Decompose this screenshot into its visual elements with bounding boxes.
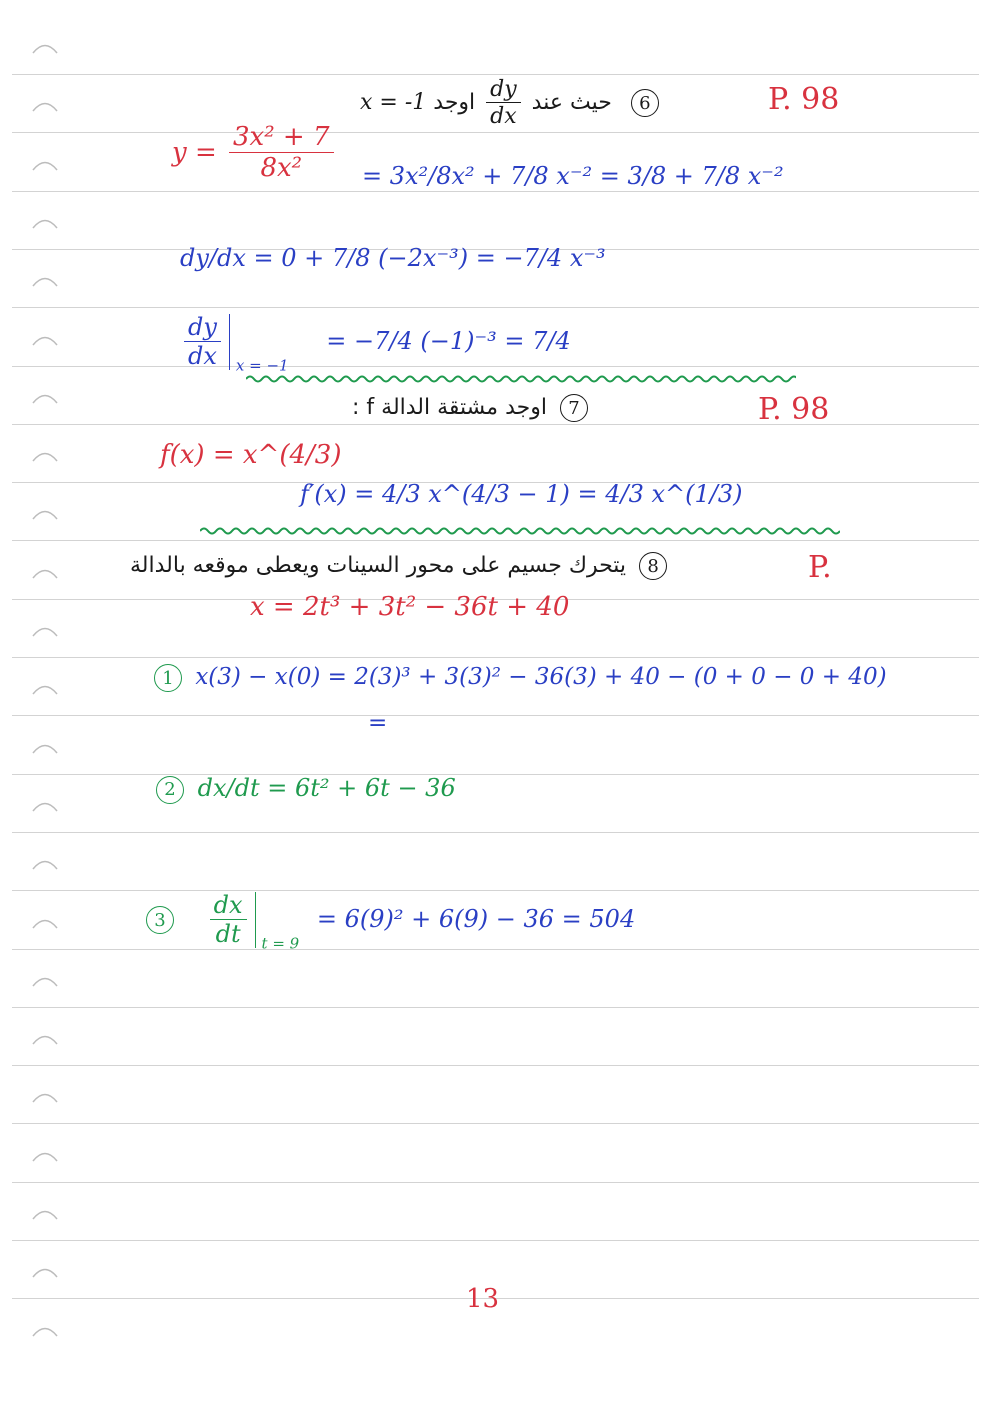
q7-arabic-text: اوجد مشتقة الدالة f :	[352, 395, 547, 420]
q8-part1-circle: 1	[154, 664, 182, 692]
q8-part3-bar	[255, 892, 256, 948]
page-number: 13	[466, 1284, 500, 1314]
binder-hole	[30, 1148, 60, 1162]
ruled-line	[12, 1240, 979, 1241]
q6-condition: x = -1	[360, 90, 427, 116]
binder-hole	[30, 1264, 60, 1278]
ruled-line	[12, 1007, 979, 1008]
ruled-line	[12, 1065, 979, 1066]
binder-hole	[30, 1206, 60, 1220]
binder-hole	[30, 856, 60, 870]
q7-function: f(x) = x^(4/3)	[160, 440, 342, 470]
q6-page-ref: P. 98	[768, 82, 840, 117]
binder-hole	[30, 506, 60, 520]
divider-wave-2	[200, 524, 840, 538]
ruled-line	[12, 540, 979, 541]
ruled-line	[12, 890, 979, 891]
q8-page-ref: P.	[808, 550, 832, 585]
q6-heading	[360, 78, 665, 128]
q8-part2	[150, 774, 456, 804]
q6-arabic-find: اوجد	[433, 90, 476, 116]
q8-part1-text: x(3) − x(0) = 2(3)³ + 3(3)² − 36(3) + 40 − (0 + 0 − 0 + 40)	[195, 664, 887, 690]
q7-heading	[352, 394, 594, 422]
q6-number-circle: 6	[631, 89, 659, 117]
q7-derivative: f′(x) = 4/3 x^(4/3 − 1) = 4/3 x^(1/3)	[300, 480, 743, 508]
binder-hole	[30, 273, 60, 287]
q6-function-fraction: $\frac{\text{3x² + 7}}{\text{8x²}}$	[229, 124, 333, 183]
ruled-line	[12, 424, 979, 425]
ruled-line	[12, 1182, 979, 1183]
q7-page-ref: P. 98	[758, 392, 830, 427]
binder-hole	[30, 215, 60, 229]
q8-number-circle: 8	[639, 552, 667, 580]
ruled-line	[12, 191, 979, 192]
q6-arabic-at: عند	[531, 90, 563, 116]
binder-hole	[30, 915, 60, 929]
q6-evaluate-step	[180, 314, 571, 375]
q8-part1	[148, 664, 887, 692]
q8-part3-subscript: t = 9	[261, 934, 300, 953]
q6-derivative-step: dy/dx = 0 + 7/8 (−2x⁻³) = −7/4 x⁻³	[180, 244, 606, 272]
binder-hole	[30, 98, 60, 112]
binder-hole	[30, 798, 60, 812]
ruled-line	[12, 74, 979, 75]
q6-eval-subscript: x = −1	[235, 356, 289, 375]
q8-part2-circle: 2	[156, 776, 184, 804]
q6-eval-result: = −7/4 (−1)⁻³ = 7/4	[326, 326, 571, 355]
q8-part2-text: dx/dt = 6t² + 6t − 36	[197, 774, 456, 802]
q8-part3-circle: 3	[146, 906, 174, 934]
q6-function: y = $\frac{\text{3x² + 7}}{\text{8x²}}$	[172, 124, 338, 183]
binder-hole	[30, 565, 60, 579]
binder-hole	[30, 681, 60, 695]
binder-hole	[30, 1323, 60, 1337]
q6-split-step: = 3x²/8x² + 7/8 x⁻² = 3/8 + 7/8 x⁻²	[362, 162, 784, 190]
q8-part1-continuation: =	[368, 710, 388, 736]
q6-eval-dydx: $\frac{dy}{dx}$	[184, 315, 221, 369]
binder-hole	[30, 1089, 60, 1103]
q8-part3-dxdt: $\frac{dx}{dt}$	[210, 893, 247, 947]
q8-part3	[140, 892, 635, 953]
q8-position-function: x = 2t³ + 3t² − 36t + 40	[250, 592, 570, 622]
ruled-line	[12, 132, 979, 133]
binder-hole	[30, 448, 60, 462]
ruled-line	[12, 657, 979, 658]
binder-hole	[30, 973, 60, 987]
q6-eval-bar	[229, 314, 230, 370]
binder-hole	[30, 390, 60, 404]
binder-hole	[30, 740, 60, 754]
binder-hole	[30, 332, 60, 346]
q6-dydx-fraction: $\frac{dy}{dx}$	[486, 78, 521, 128]
q7-number-circle: 7	[560, 394, 588, 422]
ruled-line	[12, 715, 979, 716]
ruled-line	[12, 307, 979, 308]
q6-arabic-where: حيث	[570, 90, 612, 116]
q8-part3-result: = 6(9)² + 6(9) − 36 = 504	[316, 904, 636, 933]
binder-hole	[30, 1031, 60, 1045]
q8-arabic-text: يتحرك جسيم على محور السينات ويعطى موقعه بالدالة	[130, 553, 627, 578]
binder-hole	[30, 157, 60, 171]
binder-hole	[30, 40, 60, 54]
ruled-line	[12, 1123, 979, 1124]
binder-hole	[30, 623, 60, 637]
q8-heading	[130, 552, 673, 580]
ruled-line	[12, 832, 979, 833]
divider-wave-1	[246, 372, 796, 386]
